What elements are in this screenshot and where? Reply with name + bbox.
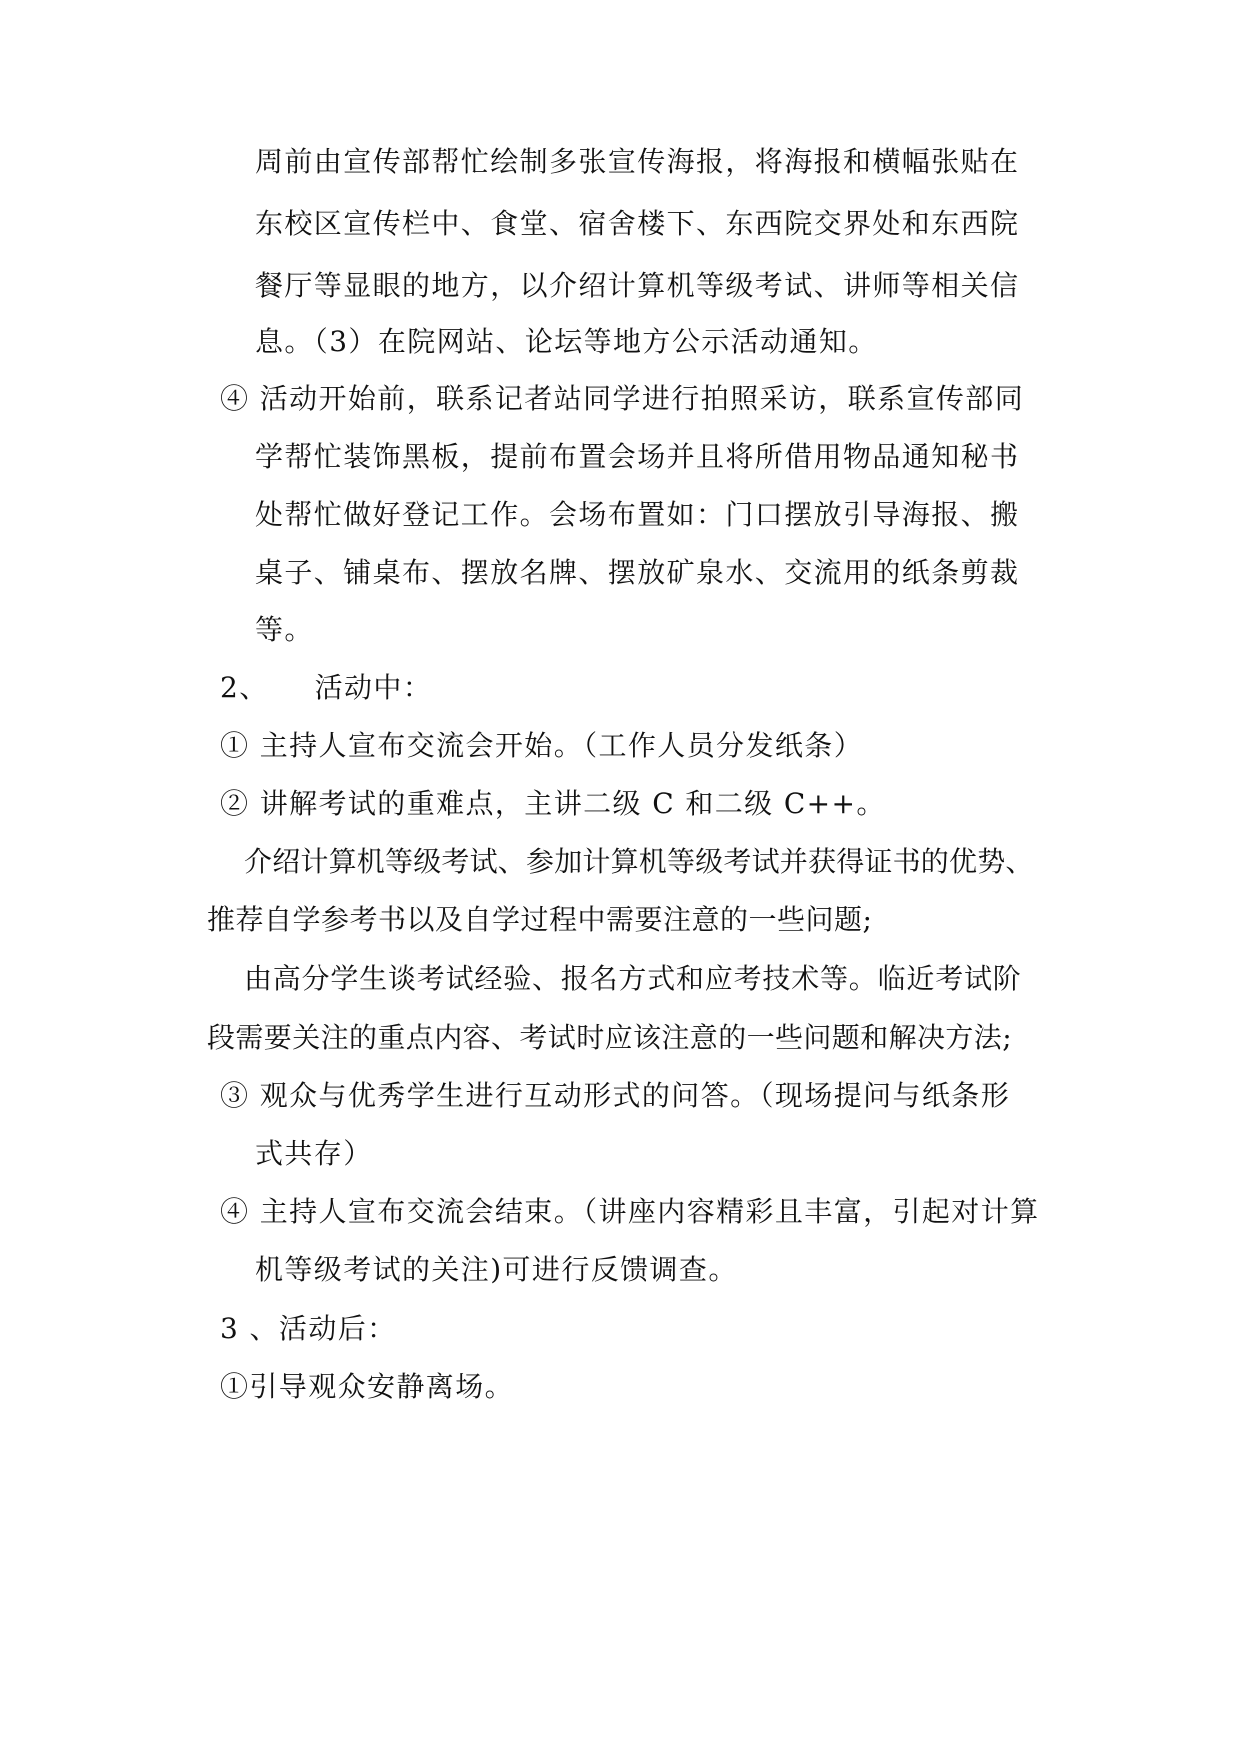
paragraph-line: 餐厅等显眼的地方，以介绍计算机等级考试、讲师等相关信: [255, 269, 1020, 302]
paragraph-line: 推荐自学参考书以及自学过程中需要注意的一些问题;: [207, 903, 873, 936]
paragraph-line: 机等级考试的关注)可进行反馈调查。: [255, 1253, 738, 1286]
paragraph-line: 东校区宣传栏中、食堂、宿舍楼下、东西院交界处和东西院: [255, 207, 1020, 240]
list-item-line: ④ 主持人宣布交流会结束。（讲座内容精彩且丰富，引起对计算: [220, 1195, 1040, 1228]
paragraph-line: 处帮忙做好登记工作。会场布置如：门口摆放引导海报、搬: [255, 498, 1020, 531]
section-heading: 3 、活动后：: [220, 1312, 397, 1345]
paragraph-line: 段需要关注的重点内容、考试时应该注意的一些问题和解决方法;: [207, 1021, 1013, 1054]
list-item-line: ① 主持人宣布交流会开始。（工作人员分发纸条）: [220, 729, 864, 762]
paragraph-line: 周前由宣传部帮忙绘制多张宣传海报，将海报和横幅张贴在: [255, 145, 1020, 178]
paragraph-line: 息。（3）在院网站、论坛等地方公示活动通知。: [255, 325, 878, 358]
paragraph-line: 介绍计算机等级考试、参加计算机等级考试并获得证书的优势、: [244, 845, 1034, 878]
paragraph-line: 由高分学生谈考试经验、报名方式和应考技术等。临近考试阶: [244, 962, 1022, 995]
paragraph-line: 学帮忙装饰黑板，提前布置会场并且将所借用物品通知秘书: [255, 440, 1020, 473]
paragraph-line: 等。: [255, 613, 314, 646]
section-number: 2、: [220, 671, 269, 704]
list-item-line: ①引导观众安静离场。: [220, 1370, 515, 1403]
section-title: 活动中：: [314, 671, 433, 704]
section-heading: [220, 670, 432, 706]
paragraph-line: 桌子、铺桌布、摆放名牌、摆放矿泉水、交流用的纸条剪裁: [255, 556, 1020, 589]
list-item-line: ④ 活动开始前，联系记者站同学进行拍照采访，联系宣传部同: [220, 382, 1025, 415]
paragraph-line: 式共存）: [255, 1137, 373, 1170]
list-item-line: ② 讲解考试的重难点，主讲二级 C 和二级 C++。: [220, 787, 886, 820]
list-item-line: ③ 观众与优秀学生进行互动形式的问答。（现场提问与纸条形: [220, 1079, 1011, 1112]
